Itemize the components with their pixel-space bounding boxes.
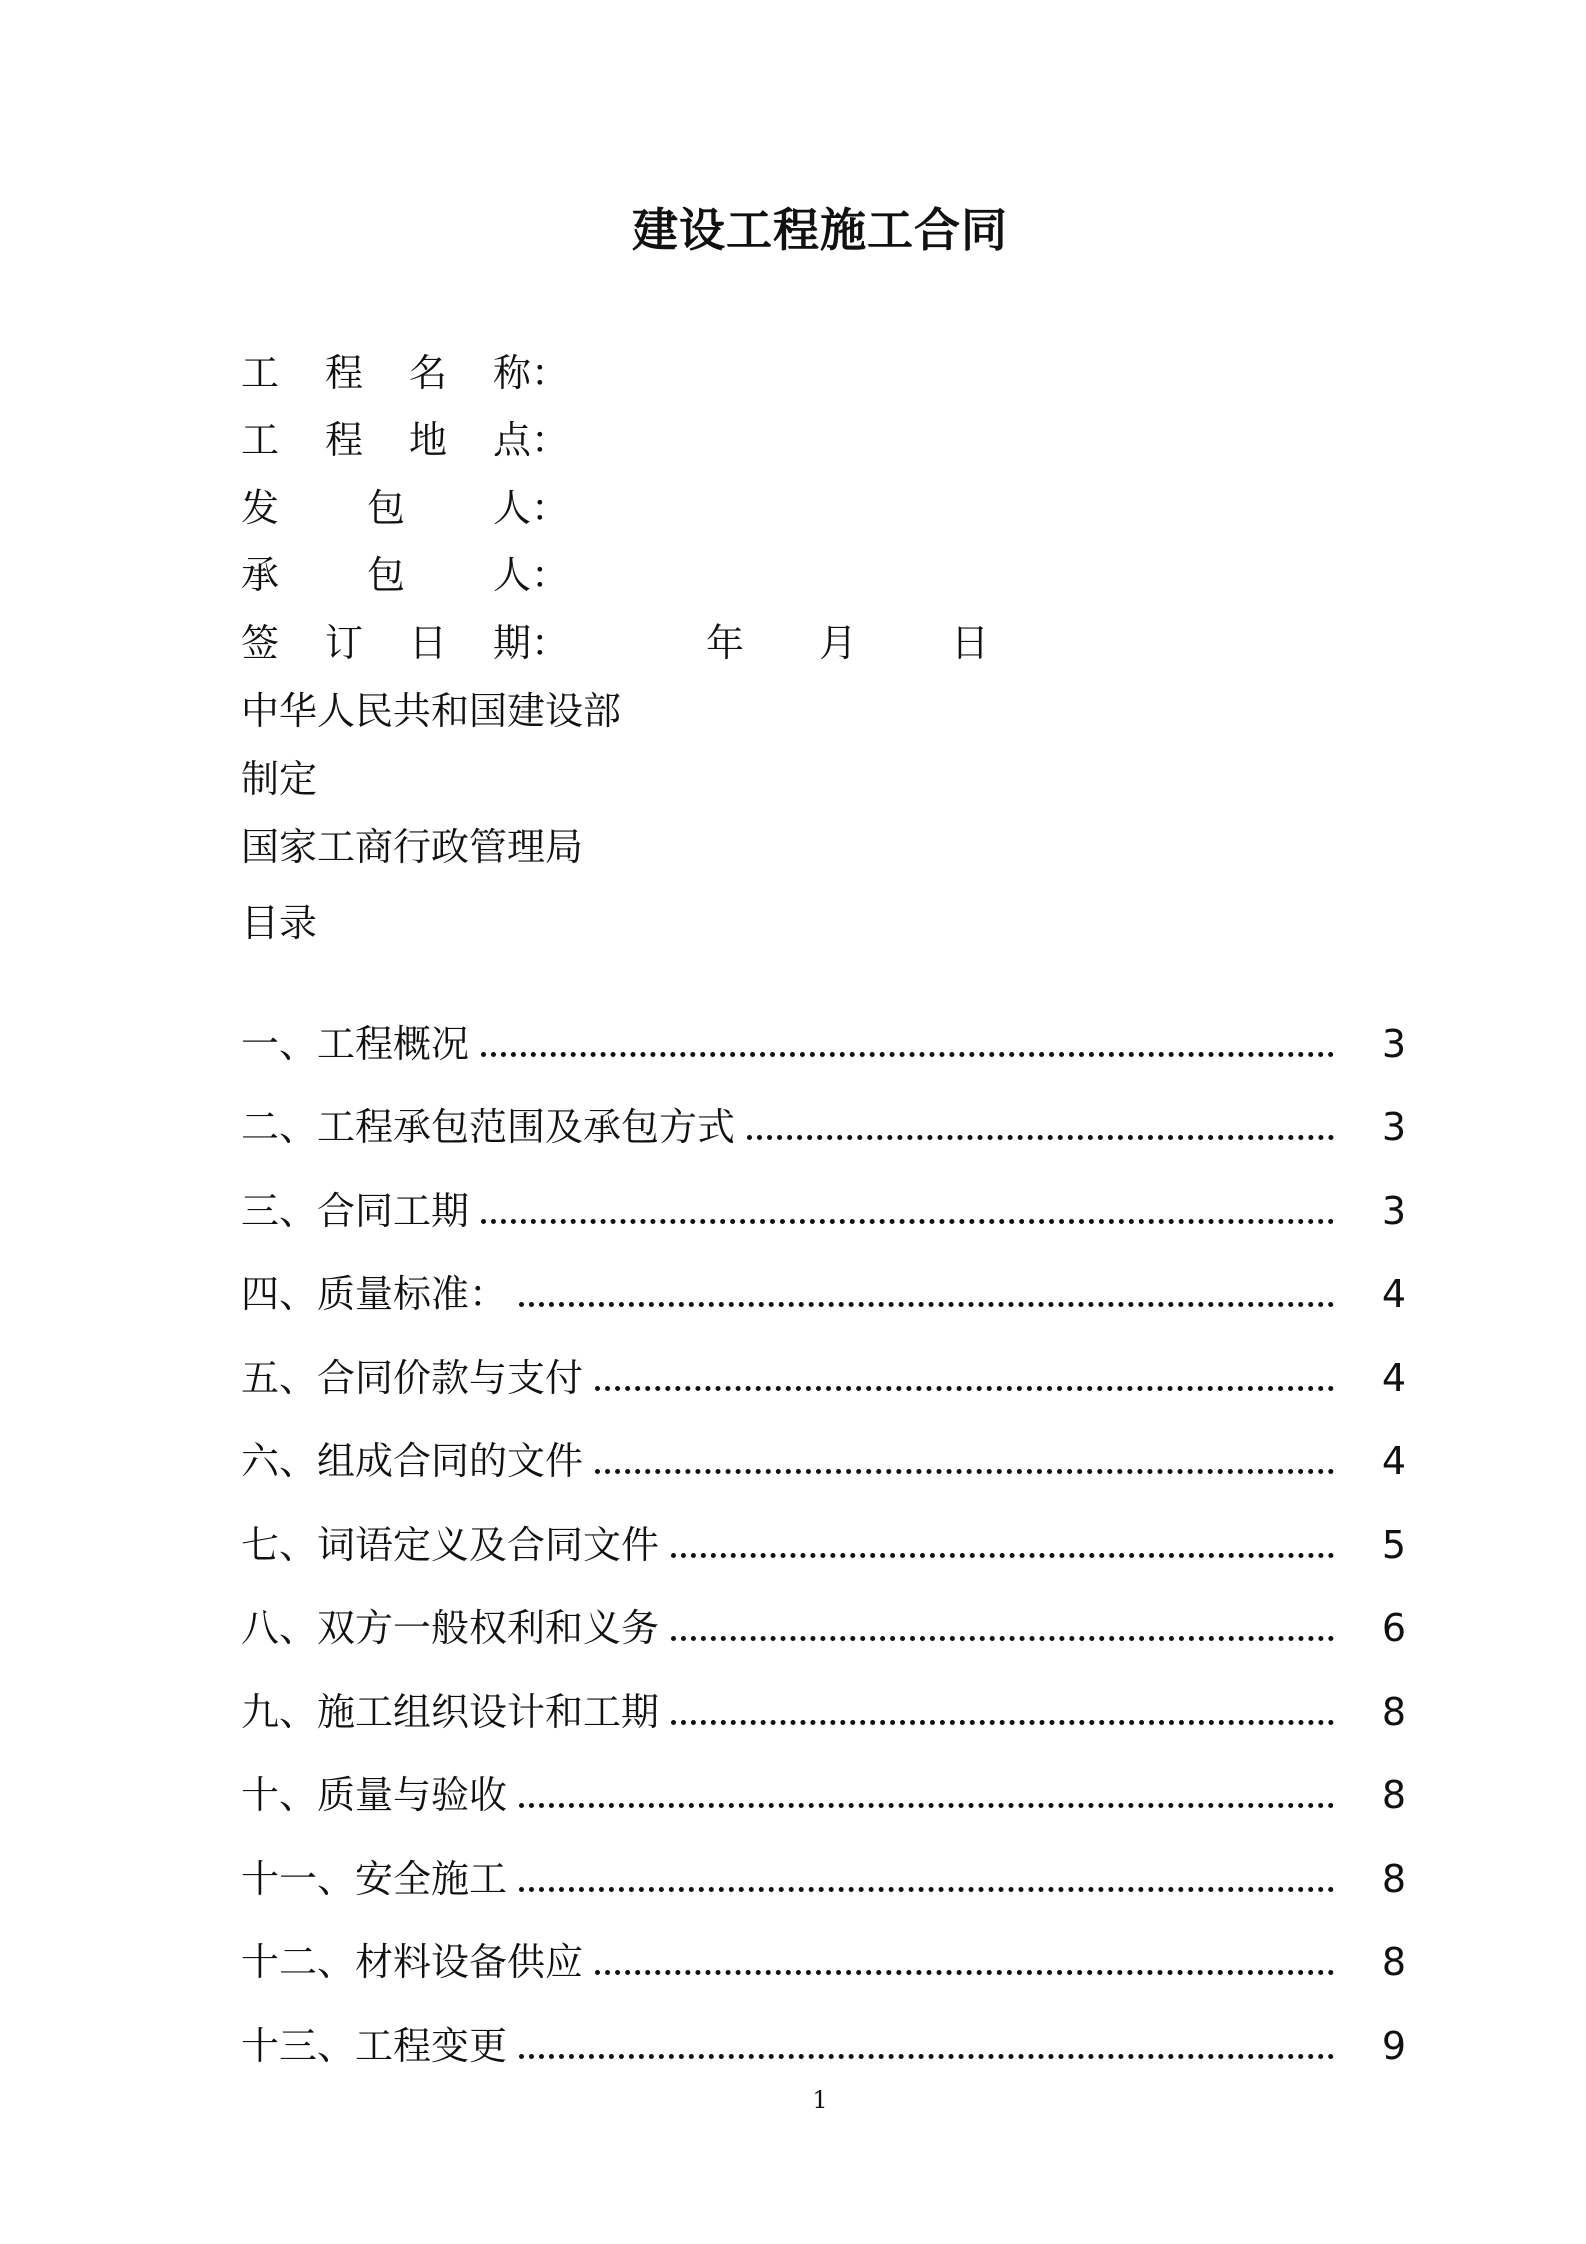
toc-entry-label: 八、双方一般权利和义务 xyxy=(241,1606,660,1650)
toc-entry[interactable] xyxy=(241,1403,1406,1487)
toc-entry-label: 一、工程概况 xyxy=(241,1021,470,1066)
field-label: 工程名称 xyxy=(241,351,531,395)
field-colon: ： xyxy=(531,351,570,395)
toc-entry-page: 8 xyxy=(1381,1856,1406,1901)
toc-entry[interactable] xyxy=(241,985,1406,1069)
toc-entry-label: 五、合同价款与支付 xyxy=(241,1355,584,1400)
toc-entry[interactable] xyxy=(241,1987,1406,2071)
toc-entry[interactable] xyxy=(241,1737,1406,1821)
field-project-location xyxy=(241,415,569,465)
toc-title: 目录 xyxy=(241,901,318,945)
issuer-line: 中华人民共和国建设部 xyxy=(241,689,622,733)
toc-entry-page: 4 xyxy=(1381,1439,1406,1483)
issuer-line: 制定 xyxy=(241,757,318,801)
toc-entry-label: 六、组成合同的文件 xyxy=(241,1439,584,1483)
toc-entry[interactable] xyxy=(241,1486,1406,1570)
toc-entry-page: 3 xyxy=(1381,1105,1406,1149)
field-colon: ： xyxy=(531,621,570,665)
toc-entry-page: 8 xyxy=(1381,1940,1406,1984)
field-label: 工程地点 xyxy=(241,418,531,462)
toc-entry[interactable] xyxy=(241,1236,1406,1320)
toc-leader xyxy=(519,1803,1334,1808)
toc-leader xyxy=(595,1469,1334,1474)
toc-entry-page: 9 xyxy=(1381,2023,1406,2068)
field-signing-date xyxy=(241,618,1141,668)
document-title: 建设工程施工合同 xyxy=(632,203,1008,257)
toc-leader xyxy=(671,1553,1334,1558)
toc-entry-label: 十二、材料设备供应 xyxy=(241,1940,584,1984)
toc-entry-page: 8 xyxy=(1381,1773,1406,1817)
toc-leader xyxy=(595,1970,1334,1975)
toc-entry[interactable] xyxy=(241,1152,1406,1236)
field-colon: ： xyxy=(531,418,570,462)
field-label: 发包人 xyxy=(241,486,531,530)
toc-entry-label: 三、合同工期 xyxy=(241,1188,470,1233)
toc-leader xyxy=(595,1386,1334,1391)
field-colon: ： xyxy=(531,486,570,530)
toc-entry-label: 四、质量标准： xyxy=(241,1272,508,1316)
page-number: 1 xyxy=(812,2086,828,2114)
date-day-unit: 日 xyxy=(951,621,990,665)
field-employer xyxy=(241,483,569,533)
date-year-unit: 年 xyxy=(706,621,745,665)
toc-entry-label: 七、词语定义及合同文件 xyxy=(241,1522,660,1567)
toc-entry[interactable] xyxy=(241,1653,1406,1737)
toc-entry-label: 九、施工组织设计和工期 xyxy=(241,1689,660,1734)
toc-leader xyxy=(671,1636,1334,1641)
toc-entry-page: 6 xyxy=(1381,1606,1406,1650)
issuer-line: 国家工商行政管理局 xyxy=(241,825,584,869)
toc-leader xyxy=(481,1052,1334,1057)
toc-entry-page: 3 xyxy=(1381,1021,1406,1066)
toc-entry-page: 8 xyxy=(1381,1689,1406,1734)
toc-entry[interactable] xyxy=(241,1570,1406,1654)
toc-leader xyxy=(481,1219,1334,1224)
toc-entry-label: 十三、工程变更 xyxy=(241,2023,508,2068)
toc-entry[interactable] xyxy=(241,1069,1406,1153)
table-of-contents xyxy=(241,985,1406,2071)
toc-entry-label: 十、质量与验收 xyxy=(241,1773,508,1817)
toc-entry-label: 二、工程承包范围及承包方式 xyxy=(241,1105,736,1149)
toc-entry-page: 3 xyxy=(1381,1188,1406,1233)
toc-entry[interactable] xyxy=(241,1319,1406,1403)
toc-entry-page: 4 xyxy=(1381,1355,1406,1400)
field-colon: ： xyxy=(531,553,570,597)
field-project-name xyxy=(241,348,569,398)
toc-entry-page: 4 xyxy=(1381,1272,1406,1316)
toc-leader xyxy=(671,1720,1334,1725)
toc-entry-page: 5 xyxy=(1381,1522,1406,1567)
toc-leader xyxy=(747,1135,1334,1140)
toc-leader xyxy=(519,1887,1334,1892)
toc-entry-label: 十一、安全施工 xyxy=(241,1856,508,1901)
field-contractor xyxy=(241,550,569,600)
toc-leader xyxy=(519,2054,1334,2059)
field-label: 签订日期 xyxy=(241,621,531,665)
field-label: 承包人 xyxy=(241,553,531,597)
date-month-unit: 月 xyxy=(819,621,858,665)
toc-entry[interactable] xyxy=(241,1904,1406,1988)
toc-leader xyxy=(519,1302,1334,1307)
toc-entry[interactable] xyxy=(241,1820,1406,1904)
